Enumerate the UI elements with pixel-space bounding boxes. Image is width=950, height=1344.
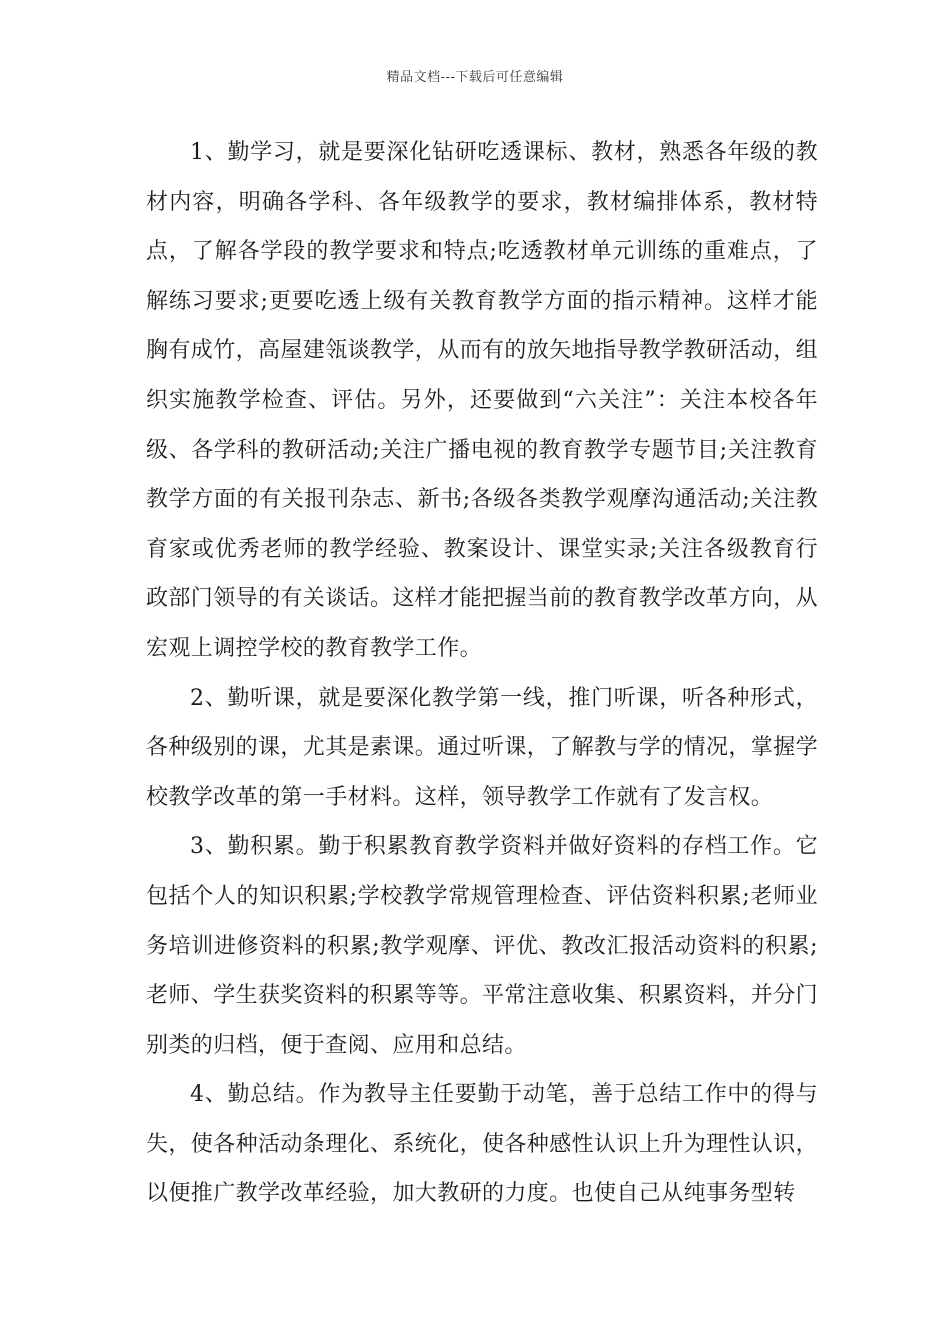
paragraph-4: 4、勤总结。作为教导主任要勤于动笔，善于总结工作中的得与失，使各种活动条理化、系统化，使各种感性认识上升为理性认识，以便推广教学改革经验，加大教研的力度。也使自己从纯事务型转 xyxy=(146,1082,819,1207)
paragraph-2: 2、勤听课，就是要深化教学第一线，推门听课，听各种形式，各种级别的课，尤其是素课。通过听课，了解教与学的情况，掌握学校教学改革的第一手材料。这样，领导教学工作就有了发言权。 xyxy=(146,685,819,810)
document-body xyxy=(146,128,818,1219)
paragraph-1: 1、勤学习，就是要深化钻研吃透课标、教材，熟悉各年级的教材内容，明确各学科、各年级教学的要求，教材编排体系，教材特点，了解各学段的教学要求和特点;吃透教材单元训练的重难点，了解练习要求;更要吃透上级有关教育教学方面的指示精神。这样才能胸有成竹，高屋建瓴谈教学，从而有的放矢地指导教学教研活动，组织实施教学检查、评估。另外，还要做到“六关注”：关注本校各年级、各学科的教研活动;关注广播电视的教育教学专题节目;关注教育教学方面的有关报刊杂志、新书;各级各类教学观摩沟通活动;关注教育家或优秀老师的教学经验、教案设计、课堂实录;关注各级教育行政部门领导的有关谈话。这样才能把握当前的教育教学改革方向，从宏观上调控学校的教育教学工作。 xyxy=(146,140,819,661)
page-header: 精品文档---下载后可任意编辑 xyxy=(386,70,564,85)
paragraph-3: 3、勤积累。勤于积累教育教学资料并做好资料的存档工作。它包括个人的知识积累;学校教学常规管理检查、评估资料积累;老师业务培训进修资料的积累;教学观摩、评优、教改汇报活动资料的积累;老师、学生获奖资料的积累等等。平常注意收集、积累资料，并分门别类的归档，便于查阅、应用和总结。 xyxy=(146,834,819,1058)
